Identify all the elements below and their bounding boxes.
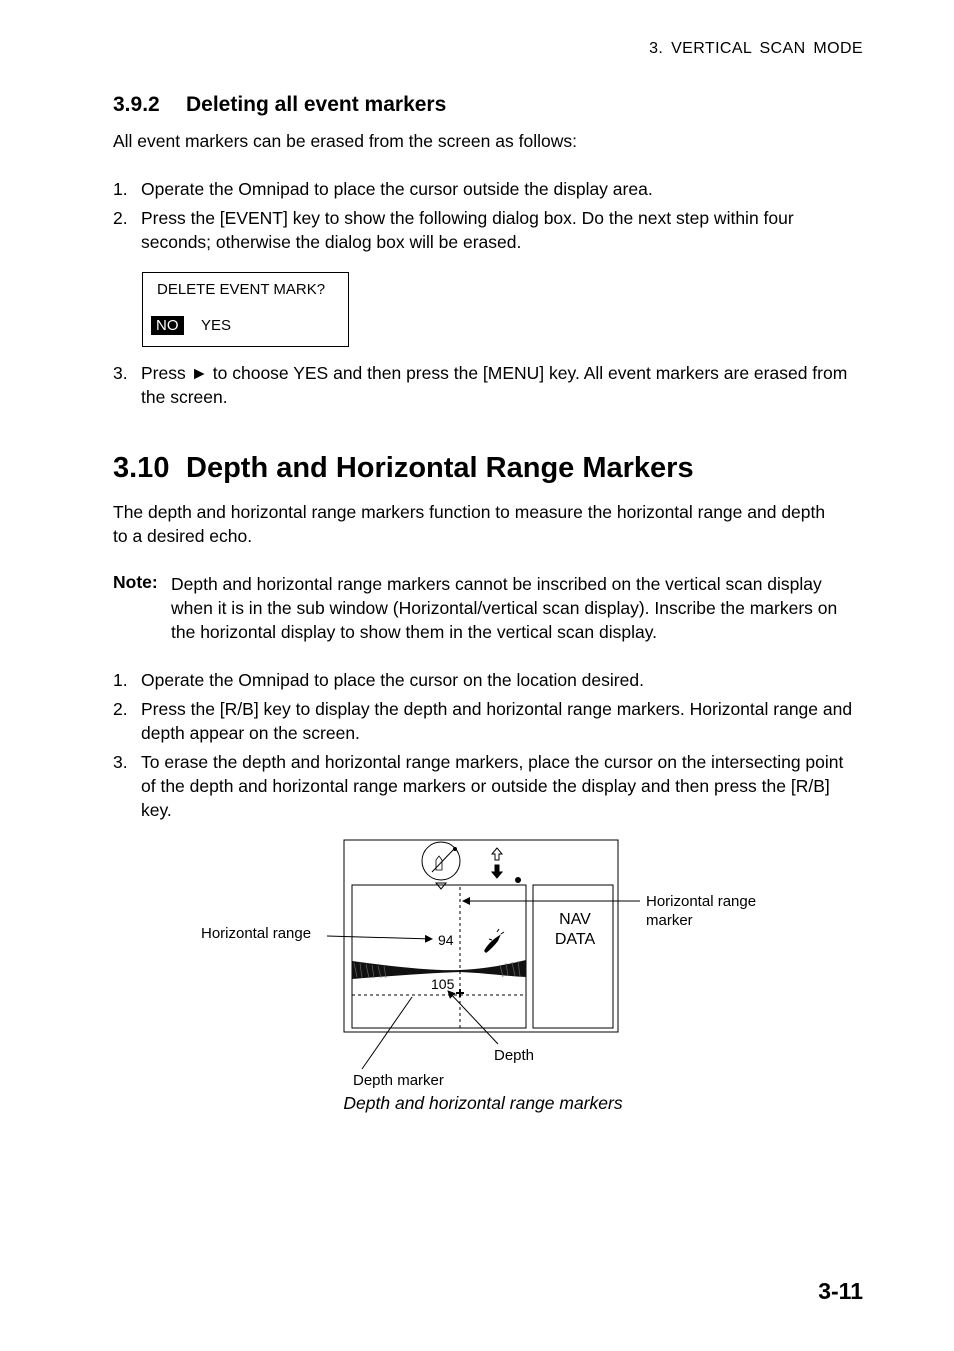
- depth-value: 105: [431, 976, 455, 992]
- section-392-heading: [113, 93, 446, 117]
- section-392-intro: All event markers can be erased from the screen as follows:: [113, 131, 577, 151]
- label-hr-marker-line1: Horizontal range: [646, 893, 757, 910]
- delete-event-mark-dialog: [142, 272, 349, 347]
- section-392-title: Deleting all event markers: [186, 93, 447, 116]
- callout-depth: [448, 991, 498, 1044]
- dialog-option-yes: YES: [201, 317, 232, 334]
- list-item: [113, 697, 853, 745]
- nav-data-window: [533, 885, 613, 1028]
- section-310-heading: [113, 452, 694, 485]
- step-number: 3.: [113, 752, 128, 772]
- bearing-marker-icon: [436, 883, 446, 889]
- list-item: [113, 177, 853, 201]
- list-item: [113, 361, 853, 409]
- callout-depth-marker: [362, 997, 412, 1069]
- note-label: Note:: [113, 572, 158, 592]
- section-392-number: 3.9.2: [113, 93, 160, 116]
- list-item: [113, 668, 853, 692]
- list-item: [113, 750, 853, 822]
- list-item: [113, 206, 853, 254]
- step-number: 1.: [113, 670, 128, 690]
- depth-range-marker-diagram: [180, 830, 780, 1092]
- range-value: 94: [438, 932, 454, 948]
- step-text: Press ► to choose YES and then press the [MENU] key. All event markers are erased from the screen.: [141, 363, 848, 407]
- label-horizontal-range: Horizontal range: [201, 925, 312, 942]
- step-text: Press the [R/B] key to display the depth and horizontal range markers. Horizontal range and depth appear on the screen.: [141, 699, 853, 743]
- echo-window: [352, 885, 526, 1028]
- nav-data-line1: NAV: [559, 911, 591, 928]
- section-310-intro: The depth and horizontal range markers function to measure the horizontal range and depth to a desired echo.: [113, 502, 826, 546]
- tilt-arrows-icon: [492, 848, 502, 878]
- page-number: 3-11: [818, 1278, 863, 1304]
- running-header: 3. VERTICAL SCAN MODE: [649, 40, 863, 57]
- step-number: 2.: [113, 208, 128, 228]
- step-number: 2.: [113, 699, 128, 719]
- dialog-title: DELETE EVENT MARK?: [157, 281, 326, 298]
- step-text: Press the [EVENT] key to show the following dialog box. Do the next step within four seconds; otherwise the dialog box will be erased.: [141, 208, 794, 252]
- status-dot-icon: [515, 877, 521, 883]
- nav-data-line2: DATA: [554, 931, 596, 948]
- section-310-number: 3.10: [113, 452, 170, 484]
- figure-caption: Depth and horizontal range markers: [343, 1093, 623, 1113]
- compass-icon: [422, 842, 460, 880]
- label-depth: Depth: [494, 1047, 535, 1064]
- note-text: Depth and horizontal range markers cannot be inscribed on the vertical scan display when it is in the sub window (Horizontal/vertical scan display). Inscribe the markers on the horizontal display to show them in the vertical scan display.: [171, 574, 838, 642]
- step-text: To erase the depth and horizontal range markers, place the cursor on the intersecting point of the depth and horizontal range markers or outside the display and then press the [R/B] key.: [141, 752, 844, 820]
- fish-echo: [484, 929, 504, 953]
- step-text: Operate the Omnipad to place the cursor on the location desired.: [141, 670, 644, 690]
- callout-horizontal-range: [327, 936, 432, 939]
- label-hr-marker-line2: marker: [646, 912, 693, 929]
- step-number: 1.: [113, 179, 128, 199]
- step-text: Operate the Omnipad to place the cursor outside the display area.: [141, 179, 653, 199]
- label-depth-marker: Depth marker: [353, 1072, 444, 1089]
- cursor-cross-icon: [456, 989, 464, 997]
- step-number: 3.: [113, 363, 128, 383]
- section-310-title: Depth and Horizontal Range Markers: [186, 452, 694, 484]
- dialog-option-no: NO: [151, 316, 184, 335]
